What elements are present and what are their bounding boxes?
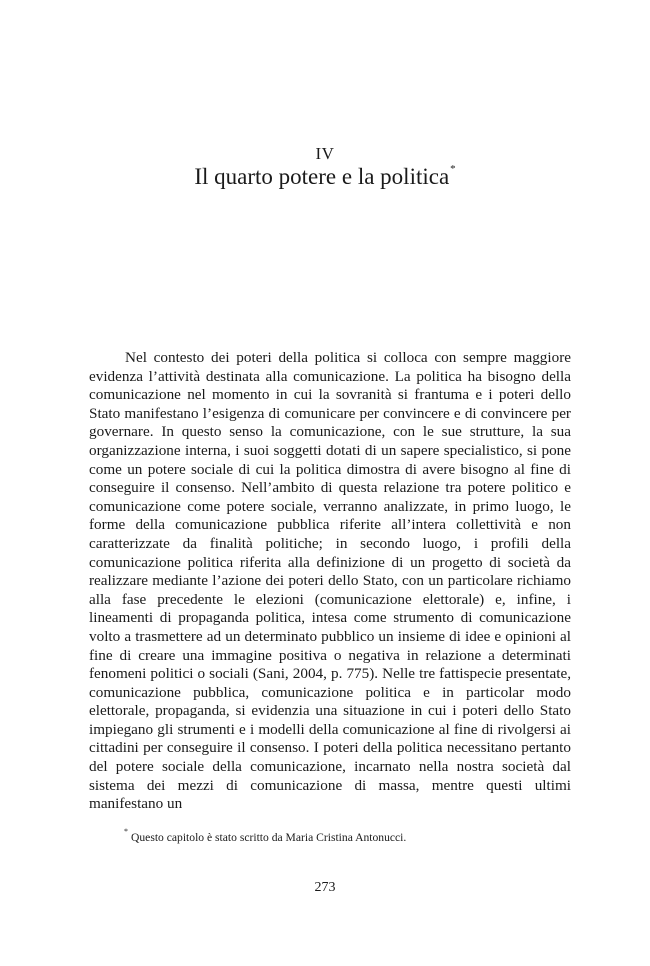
body-paragraph: Nel contesto dei poteri della politica si colloca con sempre maggiore evidenza l’attività destinata alla comunicazione. La politica ha bisogno della comunicazione nel momento in cui la sovranità si frantuma e i poteri dello Stato manifestano l’esigenza di comunicare per convincere e di convincere per governare. In questo senso la comunicazione, con le sue strutture, la sua organizzazione interna, i suoi soggetti dotati di un sapere specialistico, si pone come un potere sociale di cui la politica dimostra di avere bisogno al fine di conseguire il consenso. Nell’ambito di questa relazione tra potere politico e comunicazione come potere sociale, verranno analizzate, in primo luogo, le forme della comunicazione pubblica riferite all’intera collettività e non caratterizzate da finalità politiche; in secondo luogo, i profili della comunicazione politica riferita alla definizione di un progetto di società da realizzare mediante l’azione dei poteri dello Stato, con un particolare richiamo alla fase precedente le elezioni (comunicazione elettorale) e, infine, i lineamenti di propaganda politica, intesa come strumento di comunicazione volto a trasmettere ad un determinato pubblico un insieme di idee e opinioni al fine di creare una immagine positiva o negativa in relazione a determinati fenomeni politici o sociali (Sani, 2004, p. 775). Nelle tre fattispecie presentate, comunicazione pubblica, comunicazione politica e in particolar modo elettorale, propaganda, si evidenzia una situazione in cui i poteri dello Stato impiegano gli strumenti e i modelli della comunicazione al fine di rivolgersi ai cittadini per conseguire il consenso. I poteri della politica necessitano pertanto del potere sociale della comunicazione, incarnato nella nostra società dal sistema dei mezzi di comunicazione di massa, mentre questi ultimi manifestano un [89, 349, 571, 813]
footnote-marker: * [124, 827, 128, 836]
page-number: 273 [314, 880, 336, 895]
chapter-number: IV [315, 144, 335, 163]
chapter-title [0, 164, 650, 190]
chapter-title-text: Il quarto potere e la politica [194, 164, 450, 189]
footnote [124, 827, 584, 845]
footnote-text: Questo capitolo è stato scritto da Maria Cristina Antonucci. [131, 830, 407, 844]
footnote-reference-marker[interactable]: * [450, 163, 456, 176]
